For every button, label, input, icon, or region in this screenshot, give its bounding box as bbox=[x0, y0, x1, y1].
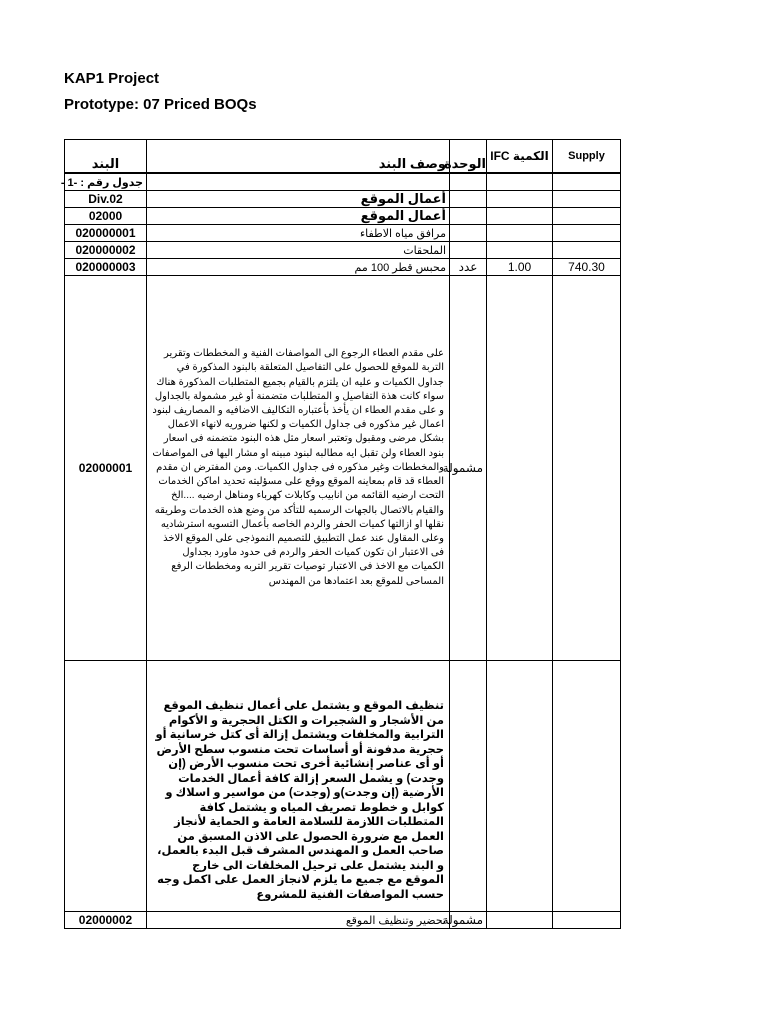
cell-item: 020000001 bbox=[65, 225, 147, 242]
cell-qty bbox=[487, 191, 553, 208]
cell-description: أعمال الموقع bbox=[147, 208, 450, 225]
cell-unit bbox=[450, 173, 487, 191]
table-row bbox=[65, 191, 621, 208]
cell-unit: مشمولة bbox=[450, 912, 487, 929]
cell-qty bbox=[487, 242, 553, 259]
cell-unit: عدد bbox=[450, 259, 487, 276]
cell-item bbox=[65, 661, 147, 912]
cell-item: 020000002 bbox=[65, 242, 147, 259]
description-paragraph: على مقدم العطاء الرجوع الى المواصفات الفنية و المخططات وتقرير التربة للموقع للحصول على التفاصيل المتعلقة بالبنود المذكورة في جداول الكميات و عليه ان يلتزم بالقيام بجميع المتطلبات المذكورة هناك سواء كانت هذة التفاصيل و المتطلبات متضمنة أو غير مشمولة بالجداول و على مقدم العطاء ان يأخذ بأعتباره التكاليف الاضافيه و المصاريف لبنود اعمال غير مذكوره فى جداول الكميات و لكنها ضروريه لانهاء الاعمال بشكل مرضى ومقبول وتعتبر اسعار مثل هذه البنود متضمنه فى اسعار بنود العطاء ولن تقبل ايه مطالبه لبنود مبينه او مشار اليها فى المواصفات والمخططات وغير مذكوره فى جداول الكميات. ومن المفترض ان مقدم العطاء قد قام بمعاينه الموقع ووقع على مسؤليته تحديد اماكن الخدمات التحت ارضيه القائمه من انابيب وكابلات كهرباء ومناهل ارضيه ....الخ والقيام بالاتصال بالجهات الرسميه للتأكد من وضع هذه الخدمات وطريقه نقلها او ازالتها كميات الحفر والردم الخاصه بأعمال التسويه استرشاديه وعلى المقاول عند عمل التطبيق للتصميم النموذجى على الموقع الاخذ فى الاعتبار ان تكون كميات الحفر والردم فى حدود ماورد بجداول الكميات مع الاخذ فى الاعتبار توصيات تقرير التربه ومخططات الرفع المساحى للموقع بعد اعتمادها من المهندس bbox=[152, 348, 444, 587]
cell-qty bbox=[487, 173, 553, 191]
project-title: KAP1 Project bbox=[64, 70, 160, 87]
cell-qty bbox=[487, 276, 553, 661]
table-row bbox=[65, 259, 621, 276]
prototype-title: Prototype: 07 Priced BOQs bbox=[64, 96, 257, 113]
cell-qty bbox=[487, 912, 553, 929]
cell-description bbox=[147, 661, 450, 912]
cell-description: الملحقات bbox=[147, 242, 450, 259]
cell-supply bbox=[553, 912, 621, 929]
cell-item: 02000001 bbox=[65, 276, 147, 661]
cell-description: تحضير وتنظيف الموقع bbox=[147, 912, 450, 929]
cell-qty bbox=[487, 661, 553, 912]
cell-item: جدول رقم : -1 - bbox=[65, 173, 147, 191]
boq-table bbox=[60, 139, 621, 929]
cell-description: مرافق مياه الاطفاء bbox=[147, 225, 450, 242]
header-qty: الكمية IFC bbox=[487, 140, 553, 174]
cell-supply bbox=[553, 276, 621, 661]
table-row bbox=[65, 242, 621, 259]
cell-item: 020000003 bbox=[65, 259, 147, 276]
cell-supply bbox=[553, 242, 621, 259]
cell-unit bbox=[450, 208, 487, 225]
cell-supply bbox=[553, 191, 621, 208]
cell-description: محبس قطر 100 مم bbox=[147, 259, 450, 276]
cell-description bbox=[147, 276, 450, 661]
cell-unit bbox=[450, 191, 487, 208]
table-header-row bbox=[65, 140, 621, 174]
header-supply: Supply bbox=[553, 140, 621, 174]
cell-supply bbox=[553, 225, 621, 242]
cell-unit: مشمولة bbox=[450, 276, 487, 661]
cell-unit bbox=[450, 242, 487, 259]
header-item: البند bbox=[65, 140, 147, 174]
cell-qty bbox=[487, 208, 553, 225]
cell-qty: 1.00 bbox=[487, 259, 553, 276]
table-row bbox=[65, 208, 621, 225]
cell-supply: 740.30 bbox=[553, 259, 621, 276]
cell-description bbox=[147, 173, 450, 191]
table-row bbox=[65, 173, 621, 191]
table-row bbox=[65, 661, 621, 912]
cell-supply bbox=[553, 173, 621, 191]
description-paragraph: تنظيف الموقع و يشتمل على أعمال تنظيف الموقع من الأشجار و الشجيرات و الكتل الحجرية و الأكوام الترابية والمخلفات ويشتمل إزالة أى كتل خرسانية أو حجرية مدفونة أو أساسات تحت منسوب سطح الأرض أو أى عناصر إنشائية أخرى تحت منسوب الأرض (إن وجدت) و يشمل السعر إزالة كافة أعمال الخدمات الأرضية (إن وجدت)و (وجدت) من مواسير و اسلاك و كوابل و خطوط تصريف المياه و يشتمل كافة المتطلبات اللازمة للسلامة العامة و الحماية لأنجاز العمل مع ضرورة الحصول على الاذن المسبق من صاحب العمل و المهندس المشرف قبل البدء بالعمل، و البند يشتمل على ترحيل المخلفات الى خارج الموقع مع جميع ما يلزم لانجاز العمل على اكمل وجه حسب المواصفات الفنية للمشروع bbox=[155, 700, 444, 901]
cell-qty bbox=[487, 225, 553, 242]
header-description: وصف البند bbox=[147, 140, 450, 174]
table-row bbox=[65, 225, 621, 242]
table-row bbox=[65, 276, 621, 661]
cell-description: أعمال الموقع bbox=[147, 191, 450, 208]
cell-unit bbox=[450, 225, 487, 242]
cell-item: 02000 bbox=[65, 208, 147, 225]
cell-supply bbox=[553, 208, 621, 225]
table-row bbox=[65, 912, 621, 929]
header-unit: الوحدة bbox=[450, 140, 487, 174]
cell-unit bbox=[450, 661, 487, 912]
cell-item: Div.02 bbox=[65, 191, 147, 208]
cell-supply bbox=[553, 661, 621, 912]
cell-item: 02000002 bbox=[65, 912, 147, 929]
